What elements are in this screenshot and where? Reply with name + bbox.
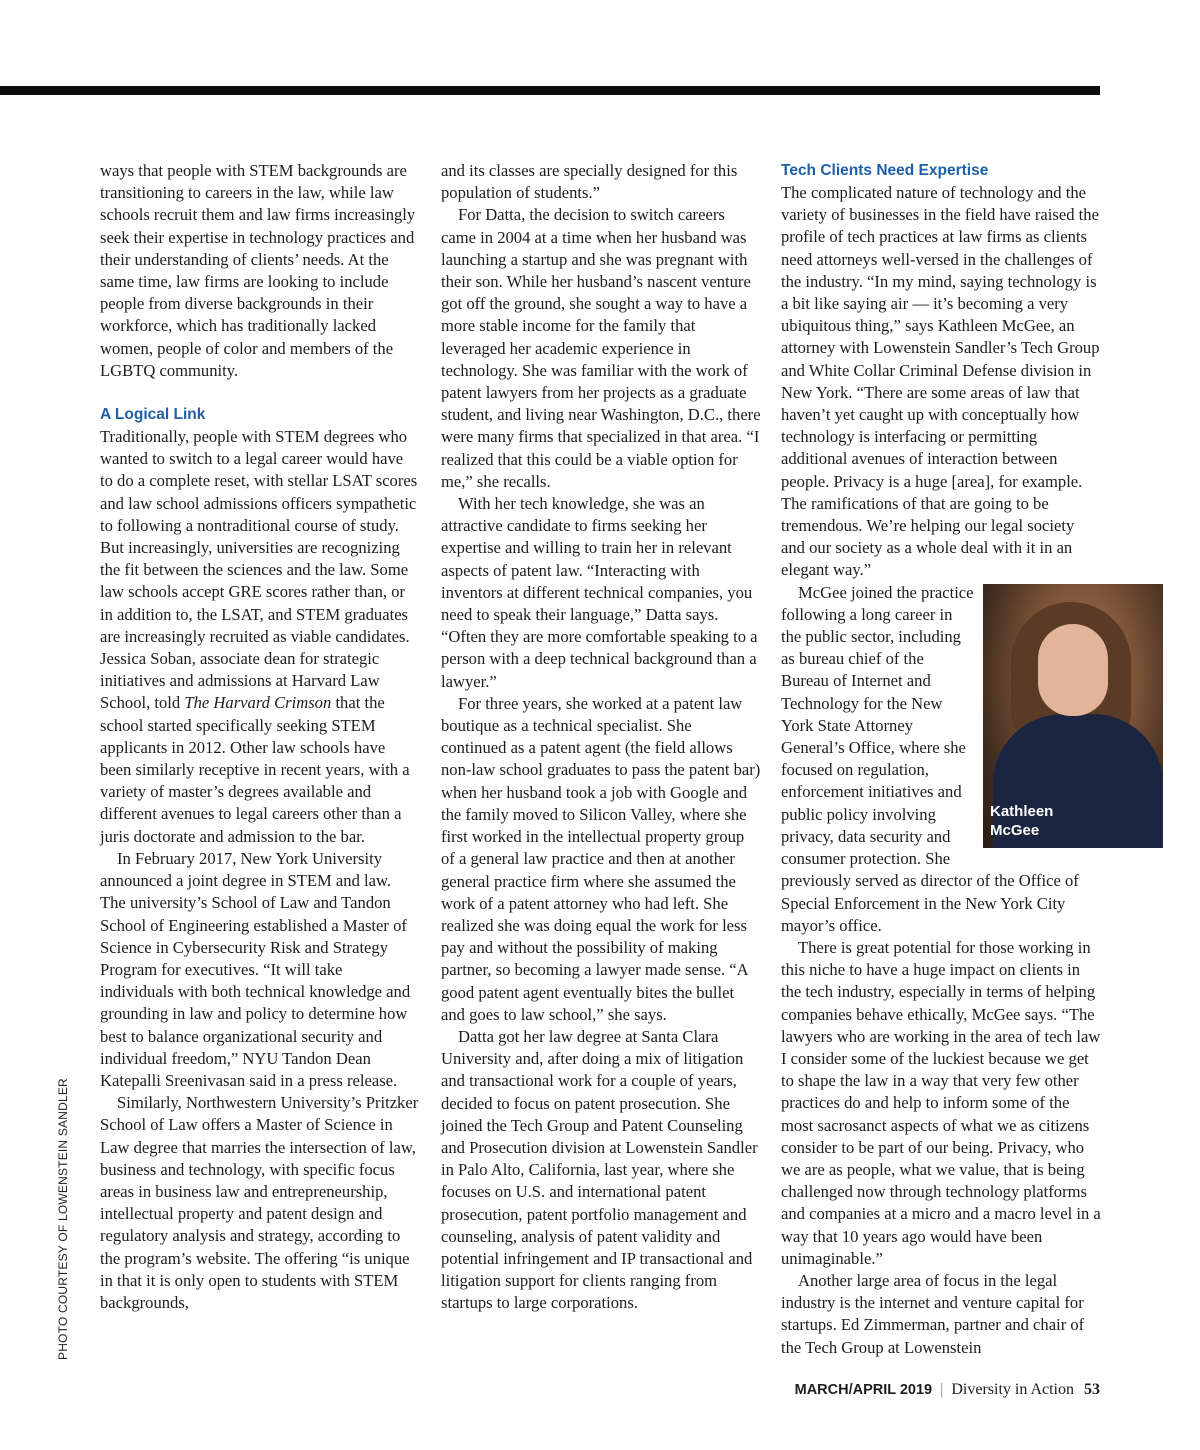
col3-paragraph-3: There is great potential for those working in this niche to have a huge impact on clients in the tech industry, especially in terms of helping companies behave ethically, McGee says. “The lawyers who are working in the area of tech law I consider some of the luckiest because we get to shape the law in a way that very few other practices do and help to inform some of the most sacrosanct aspects of what we as citizens consider to be part of our being. Privacy, who we are as people, what we value, that is being challenged now through technology platforms and companies at a micro and a macro level in a way that 10 years ago would have been unimaginable.” <box>781 937 1101 1268</box>
col1-p2-text-b: that the school started specifically seeking STEM applicants in 2012. Other law schools have been similarly receptive in recent years, with a variety of master’s degrees available and different avenues to legal careers other than a juris doctorate and admission to the bar. <box>100 693 410 846</box>
column-3 <box>781 160 1101 1359</box>
caption-first-name: Kathleen <box>990 802 1054 820</box>
column-2 <box>441 160 761 1315</box>
footer-separator: | <box>940 1381 944 1398</box>
col2-paragraph-5: Datta got her law degree at Santa Clara University and, after doing a mix of litigation and transactional work for a couple of years, decided to focus on patent prosecution. She joined the Tech Group and Patent Counseling and Prosecution division at Lowenstein Sandler in Palo Alto, California, last year, where she focuses on U.S. and international patent prosecution, patent portfolio management and counseling, analysis of patent validity and potential infringement and IP transactional and litigation support for clients ranging from startups to large corporations. <box>441 1026 758 1313</box>
col1-paragraph-3: In February 2017, New York University announced a joint degree in STEM and law. The university’s School of Law and Tandon School of Engineering established a Master of Science in Cybersecurity Risk and Strategy Program for executives. “It will take individuals with both technical knowledge and grounding in law and policy to determine how best to balance organizational security and individual freedom,” NYU Tandon Dean Katepalli Sreenivasan said in a press release. <box>100 848 411 1090</box>
top-rule <box>0 86 1100 95</box>
issue-date: MARCH/APRIL 2019 <box>794 1382 933 1398</box>
col3-paragraph-1: The complicated nature of technology and the variety of businesses in the field have raised the profile of tech practices at law firms as clients need attorneys well-versed in the challenges of the industry. “In my mind, saying technology is a bit like saying air — it’s becoming a very ubiquitous thing,” says Kathleen McGee, an attorney with Lowenstein Sandler’s Tech Group and White Collar Criminal Defense division in New York. “There are some areas of law that haven’t yet caught up with conceptually how technology is interfacing or permitting additional avenues of interaction between people. Privacy is a huge [area], for example. The ramifications of that are going to be tremendous. We’re helping our legal society and our society as a whole deal with it in an elegant way.” <box>781 183 1100 580</box>
page-number: 53 <box>1084 1381 1100 1398</box>
col1-paragraph-2 <box>100 426 420 848</box>
col3-paragraph-4: Another large area of focus in the legal industry is the internet and venture capital for startups. Ed Zimmerman, partner and chair of the Tech Group at Lowenstein <box>781 1270 1085 1357</box>
caption-last-name: McGee <box>990 821 1040 839</box>
publication-title: The Harvard Crimson <box>184 693 332 713</box>
section-heading-logical-link: A Logical Link <box>100 406 206 424</box>
col2-paragraph-3: With her tech knowledge, she was an attractive candidate to firms seeking her expertise and willing to train her in relevant aspects of patent law. “Interacting with inventors at different technical companies, you need to speak their language,” Datta says. “Often they are more comfortable speaking to a person with a deep technical background than a lawyer.” <box>441 494 758 691</box>
col1-paragraph-4: Similarly, Northwestern University’s Pritzker School of Law offers a Master of Science in Law degree that marries the intersection of law, business and technology, with specific focus areas in business law and entrepreneurship, intellectual property and patent design and regulatory analysis and strategy, according to the program’s website. The offering “is unique in that it is only open to students with STEM backgrounds, <box>100 1093 419 1312</box>
col2-paragraph-1: and its classes are specially designed for this population of students.” <box>441 161 738 203</box>
photo-caption <box>990 802 1053 840</box>
col2-paragraph-4: For three years, she worked at a patent law boutique as a technical specialist. She continued as a patent agent (the field allows non-law school graduates to pass the patent bar) when her husband took a job with Google and the family moved to Silicon Valley, where she first worked in the intellectual property group of a general law practice and then at another general practice firm where she assumed the work of a patent attorney who had left. She realized she was doing equal the work for less pay and without the possibility of making partner, so becoming a lawyer made sense. “A good patent agent eventually bites the bullet and goes to law school,” she says. <box>441 693 761 1024</box>
photo-credit: PHOTO COURTESY OF LOWENSTEIN SANDLER <box>56 1078 70 1360</box>
magazine-name: Diversity in Action <box>951 1381 1074 1398</box>
col1-paragraph-1: ways that people with STEM backgrounds are transitioning to careers in the law, while law schools recruit them and law firms increasingly seek their expertise in technology practices and their understanding of clients’ needs. At the same time, law firms are looking to include people from diverse backgrounds in their workforce, which has traditionally lacked women, people of color and members of the LGBTQ community. <box>100 161 416 380</box>
portrait-face <box>1038 624 1108 716</box>
portrait-photo <box>983 584 1163 848</box>
column-1 <box>100 160 420 1314</box>
col2-paragraph-2: For Datta, the decision to switch careers came in 2004 at a time when her husband was launching a startup and she was pregnant with their son. While her husband’s nascent venture got off the ground, she sought a way to have a more stable income for the family that leveraged her academic experience in technology. She was familiar with the work of patent lawyers from her projects as a graduate student, and living near Washington, D.C., there were many firms that specialized in that area. “I realized that this could be a viable option for me,” she recalls. <box>441 205 761 491</box>
section-heading-tech-clients: Tech Clients Need Expertise <box>781 162 989 179</box>
col1-p2-text-a: Traditionally, people with STEM degrees who wanted to switch to a legal career would have to do a complete reset, with stellar LSAT scores and law school admissions officers sympathetic to following a nontraditional course of study. But increasingly, universities are recognizing the fit between the sciences and the law. Some law schools accept GRE scores rather than, or in addition to, the LSAT, and STEM graduates are increasingly recruited as viable candidates. Jessica Soban, associate dean for strategic initiatives and admissions at Harvard Law School, told <box>100 427 418 713</box>
col3-paragraph-2: McGee joined the practice following a long career in the public sector, including as bureau chief of the Bureau of Internet and Technology for the New York State Attorney General’s Office, where she focused on regulation, enforcement initiatives and public policy involving privacy, data security and consumer protection. She previously served as director of the Office of Special Enforcement in the New York City mayor’s office. <box>781 582 1079 935</box>
page-footer <box>795 1381 1100 1399</box>
